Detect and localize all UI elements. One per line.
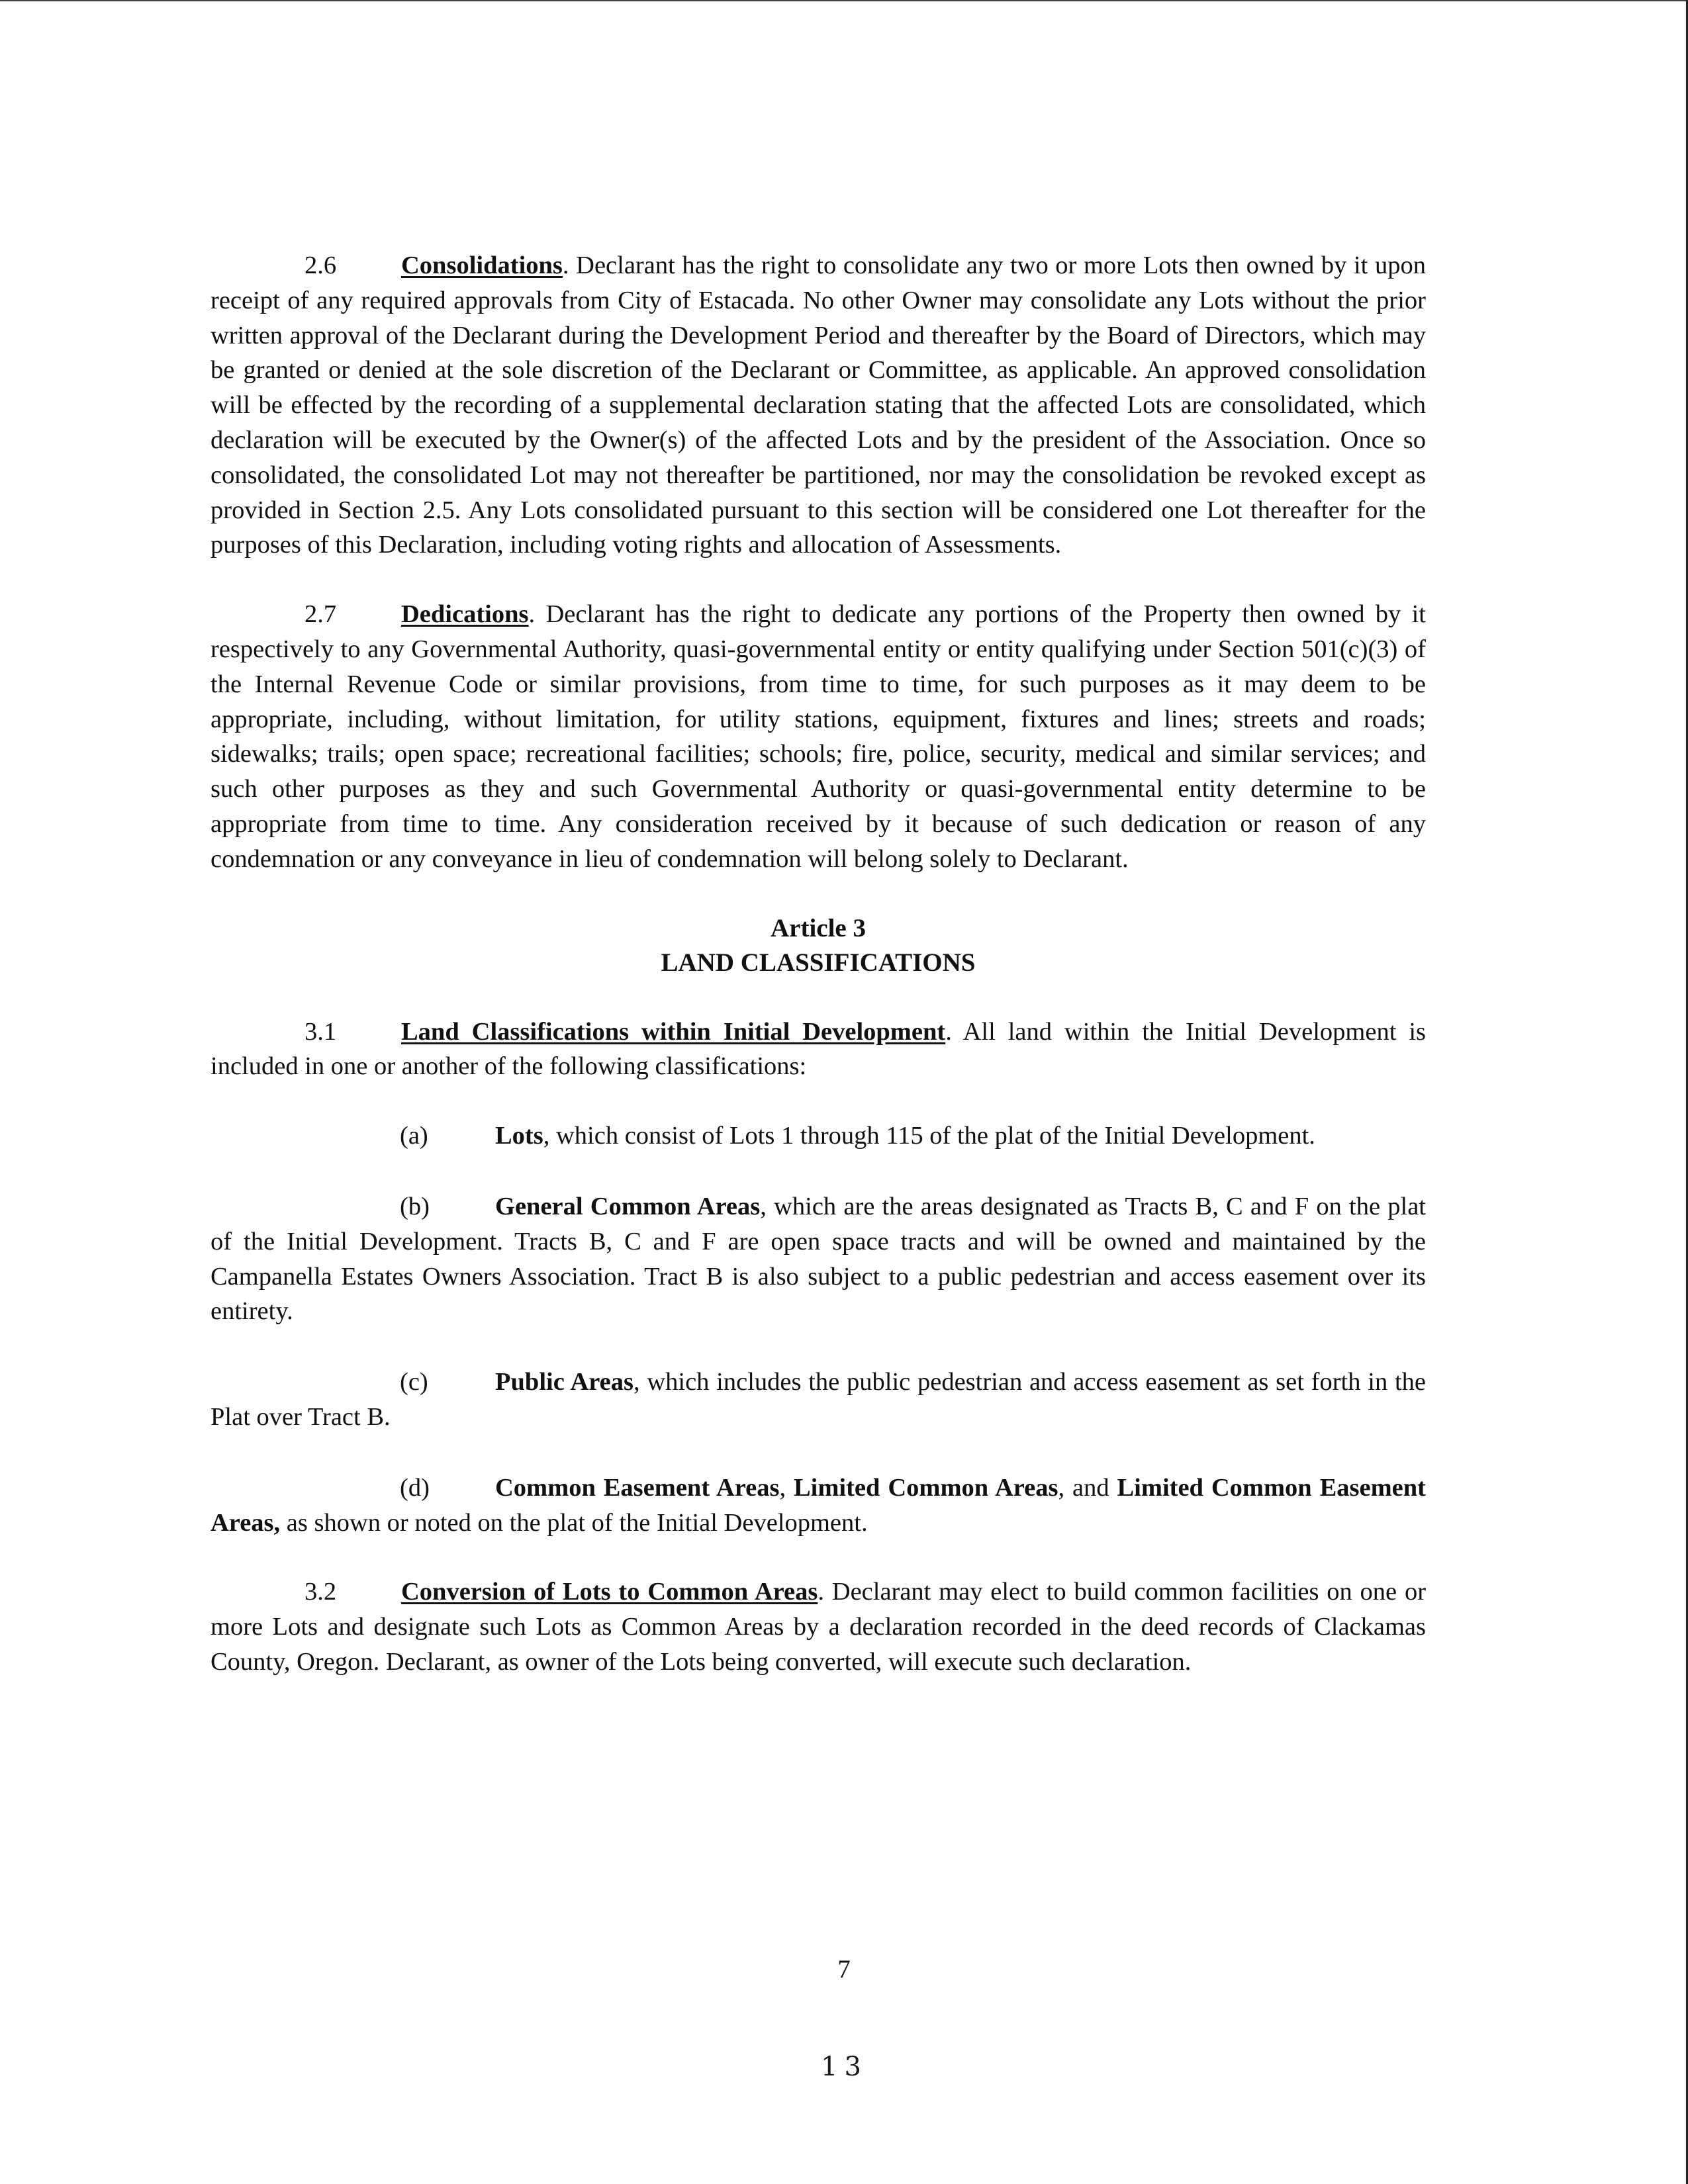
document-body: [211, 248, 1426, 1680]
item-term: General Common Areas: [495, 1192, 761, 1220]
section-text: . Declarant has the right to consolidate any two or more Lots then owned by it upon receipt of any required approvals from City of Estacada. No other Owner may consolidate any Lots without the prior written approval of the Declarant during the Development Period and thereafter by the Board of Directors, which may be granted or denied at the sole discretion of the Declarant or Committee, as applicable. An approved consolidation will be effected by the recording of a supplemental declaration stating that the affected Lots are consolidated, which declaration will be executed by the Owner(s) of the affected Lots and by the president of the Association. Once so consolidated, the consolidated Lot may not thereafter be partitioned, nor may the consolidation be revoked except as provided in Section 2.5. Any Lots consolidated pursuant to this section will be considered one Lot thereafter for the purposes of this Declaration, including voting rights and allocation of Assessments.: [211, 251, 1426, 559]
item-term: Common Easement Areas: [495, 1473, 780, 1502]
item-label: (c): [400, 1368, 428, 1396]
section-heading: Dedications: [401, 600, 529, 629]
item-label: (a): [400, 1122, 428, 1150]
page-number: 7: [837, 1955, 851, 1983]
item-term: Limited Common Easement Areas,: [211, 1473, 1427, 1537]
section-number: 2.7: [305, 600, 337, 629]
handwritten-page-mark: 13: [821, 2052, 868, 2082]
article-label: Article 3: [770, 913, 866, 942]
article-title: LAND CLASSIFICATIONS: [661, 948, 976, 977]
item-label: (d): [400, 1473, 430, 1502]
section-number: 2.6: [305, 251, 337, 279]
section-heading: Land Classifications within Initial Development: [401, 1017, 946, 1046]
classification-item-d: [211, 1471, 1426, 1541]
item-separator: ,: [779, 1473, 794, 1502]
classification-item-b: [211, 1189, 1426, 1329]
section-heading: Conversion of Lots to Common Areas: [401, 1578, 818, 1606]
section-number: 3.1: [305, 1017, 337, 1046]
section-2-7: [211, 597, 1426, 876]
section-number: 3.2: [305, 1578, 337, 1606]
page-top-edge: [0, 0, 1688, 1]
article-heading: [211, 911, 1426, 980]
section-text: . Declarant may elect to build common facilities on one or more Lots and designate such Lots as Common Areas by a declaration recorded in the deed records of Clackamas County, Oregon. Declarant, as owner of the Lots being converted, will execute such declaration.: [211, 1578, 1427, 1676]
section-heading: Consolidations: [401, 251, 563, 279]
classification-item-a: [211, 1118, 1426, 1154]
item-text: as shown or noted on the plat of the Initial Development.: [280, 1508, 868, 1537]
section-text: . Declarant has the right to dedicate any portions of the Property then owned by it respectively to any Governmental Authority, quasi-governmental entity or entity qualifying under Section 501(c)(3) of the Internal Revenue Code or similar provisions, from time to time, for such purposes as it may deem to be appropriate, including, without limitation, for utility stations, equipment, fixtures and lines; streets and roads; sidewalks; trails; open space; recreational facilities; schools; fire, police, security, medical and similar services; and such other purposes as they and such Governmental Authority or quasi-governmental entity determine to be appropriate from time to time. Any consideration received by it because of such dedication or reason of any condemnation or any conveyance in lieu of condemnation will belong solely to Declarant.: [211, 600, 1426, 873]
item-text: , which consist of Lots 1 through 115 of the plat of the Initial Development.: [543, 1122, 1315, 1150]
classification-item-c: [211, 1365, 1426, 1435]
item-term: Limited Common Areas: [793, 1473, 1058, 1502]
item-term: Public Areas: [495, 1368, 633, 1396]
item-text: , which includes the public pedestrian and access easement as set forth in the Plat over Tract B.: [211, 1368, 1426, 1431]
section-2-6: [211, 248, 1426, 563]
section-3-2: [211, 1574, 1426, 1679]
item-text: , which are the areas designated as Tracts B, C and F on the plat of the Initial Development. Tracts B, C and F are open space tracts and will be owned and maintained by the Campanella Estates Owners Association. Tract B is also subject to a public pedestrian and access easement over its entirety.: [211, 1192, 1426, 1326]
section-text: . All land within the Initial Development is included in one or another of the following classifications:: [211, 1017, 1426, 1081]
item-term: Lots: [495, 1122, 543, 1150]
item-separator: , and: [1058, 1473, 1117, 1502]
item-label: (b): [400, 1192, 430, 1220]
section-3-1: [211, 1015, 1426, 1085]
